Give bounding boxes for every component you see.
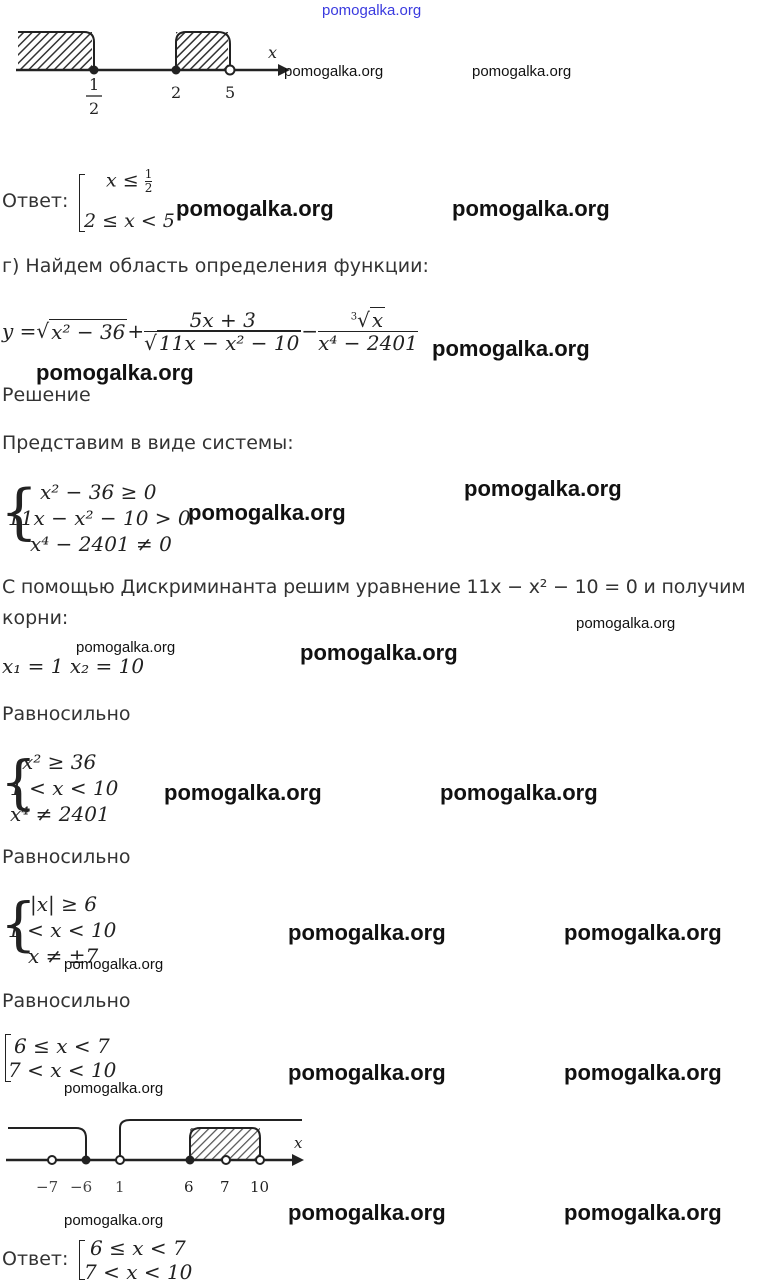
- answer2-line1: 6 ≤ x < 7: [90, 1236, 186, 1260]
- tick-minus6: −6: [70, 1178, 93, 1196]
- system1-line2: 11x − x² − 10 > 0: [8, 506, 191, 530]
- watermark: pomogalka.org: [176, 196, 334, 221]
- part-g-heading: г) Найдем область определения функции:: [2, 255, 429, 277]
- watermark: pomogalka.org: [64, 956, 164, 973]
- tick-minus7: −7: [36, 1178, 59, 1196]
- point-5: [226, 66, 235, 75]
- system1-line3: x⁴ − 2401 ≠ 0: [30, 532, 172, 556]
- discriminant-text: С помощью Дискриминанта решим уравнение 11x − x² − 10 = 0 и получим: [2, 576, 746, 598]
- axis-label: x: [294, 1134, 303, 1152]
- system2-line1: x² ≥ 36: [22, 750, 97, 774]
- roots: x₁ = 1 x₂ = 10: [2, 654, 145, 678]
- set1-line1: 6 ≤ x < 7: [14, 1034, 110, 1058]
- tick-6: 6: [184, 1178, 194, 1196]
- watermark: pomogalka.org: [64, 1212, 164, 1229]
- point-minus7: [48, 1156, 56, 1164]
- tick-half-num: 1: [89, 75, 100, 94]
- point-10: [256, 1156, 264, 1164]
- watermark: pomogalka.org: [300, 640, 458, 665]
- tick-1: 1: [115, 1178, 125, 1196]
- point-2: [172, 66, 181, 75]
- answer-label: Ответ:: [2, 190, 69, 212]
- watermark: pomogalka.org: [64, 1080, 164, 1097]
- point-1: [116, 1156, 124, 1164]
- equivalent-label: Равносильно: [2, 703, 131, 725]
- tick-2: 2: [171, 83, 182, 102]
- discriminant-text-2: корни:: [2, 607, 69, 629]
- watermark: pomogalka.org: [440, 780, 598, 805]
- equivalent-label: Равносильно: [2, 846, 131, 868]
- system1-line1: x² − 36 ≥ 0: [40, 480, 157, 504]
- answer1-line1: x ≤ $\frac{1}{2}$: [106, 167, 153, 196]
- shaded-region-right: [176, 32, 228, 70]
- watermark: pomogalka.org: [564, 1200, 722, 1225]
- watermark: pomogalka.org: [452, 196, 610, 221]
- shaded-region-left: [18, 32, 92, 70]
- system3-line1: |x| ≥ 6: [30, 892, 97, 916]
- watermark-top: pomogalka.org: [322, 2, 422, 19]
- point-7: [222, 1156, 230, 1164]
- system2-line3: x⁴ ≠ 2401: [10, 802, 110, 826]
- system3-line3: x ≠ ±7: [28, 944, 99, 968]
- watermark: pomogalka.org: [288, 1200, 446, 1225]
- equivalent-label: Равносильно: [2, 990, 131, 1012]
- system-brace: {: [0, 477, 39, 547]
- watermark: pomogalka.org: [164, 780, 322, 805]
- solution-heading: Решение: [2, 384, 91, 406]
- point-half: [90, 66, 99, 75]
- system-intro: Представим в виде системы:: [2, 432, 294, 454]
- watermark: pomogalka.org: [288, 1060, 446, 1085]
- point-6: [186, 1156, 195, 1165]
- watermark: pomogalka.org: [188, 500, 346, 525]
- watermark: pomogalka.org: [76, 639, 176, 656]
- number-line-1: [10, 28, 300, 128]
- watermark: pomogalka.org: [564, 920, 722, 945]
- point-minus6: [82, 1156, 91, 1165]
- watermark: pomogalka.org: [576, 615, 676, 632]
- watermark: pomogalka.org: [432, 336, 590, 361]
- tick-half-den: 2: [89, 99, 100, 118]
- system2-line2: 1 < x < 10: [10, 776, 119, 800]
- tick-5: 5: [225, 83, 236, 102]
- answer2-line2: 7 < x < 10: [84, 1260, 193, 1284]
- watermark: pomogalka.org: [472, 63, 572, 80]
- set1-line2: 7 < x < 10: [8, 1058, 117, 1082]
- watermark: pomogalka.org: [36, 360, 194, 385]
- function-formula: y = √ x² − 36 + $\frac{5x + 3}{\text{√ 11x − x² − 10}}$ − $\frac{^3√ x}{\text{x⁴ − 2401}}$: [2, 307, 418, 355]
- watermark: pomogalka.org: [464, 476, 622, 501]
- watermark: pomogalka.org: [284, 63, 384, 80]
- system-brace: {: [0, 890, 37, 958]
- axis-arrow: [292, 1154, 304, 1166]
- watermark: pomogalka.org: [564, 1060, 722, 1085]
- answer1-line2: 2 ≤ x < 5: [84, 210, 175, 232]
- answer-label: Ответ:: [2, 1248, 69, 1270]
- tick-7: 7: [220, 1178, 230, 1196]
- number-line-2: [4, 1112, 314, 1204]
- tick-10: 10: [250, 1178, 270, 1196]
- axis-label: x: [268, 43, 278, 62]
- system3-line2: 1 < x < 10: [8, 918, 117, 942]
- system-brace: {: [0, 748, 37, 816]
- watermark: pomogalka.org: [288, 920, 446, 945]
